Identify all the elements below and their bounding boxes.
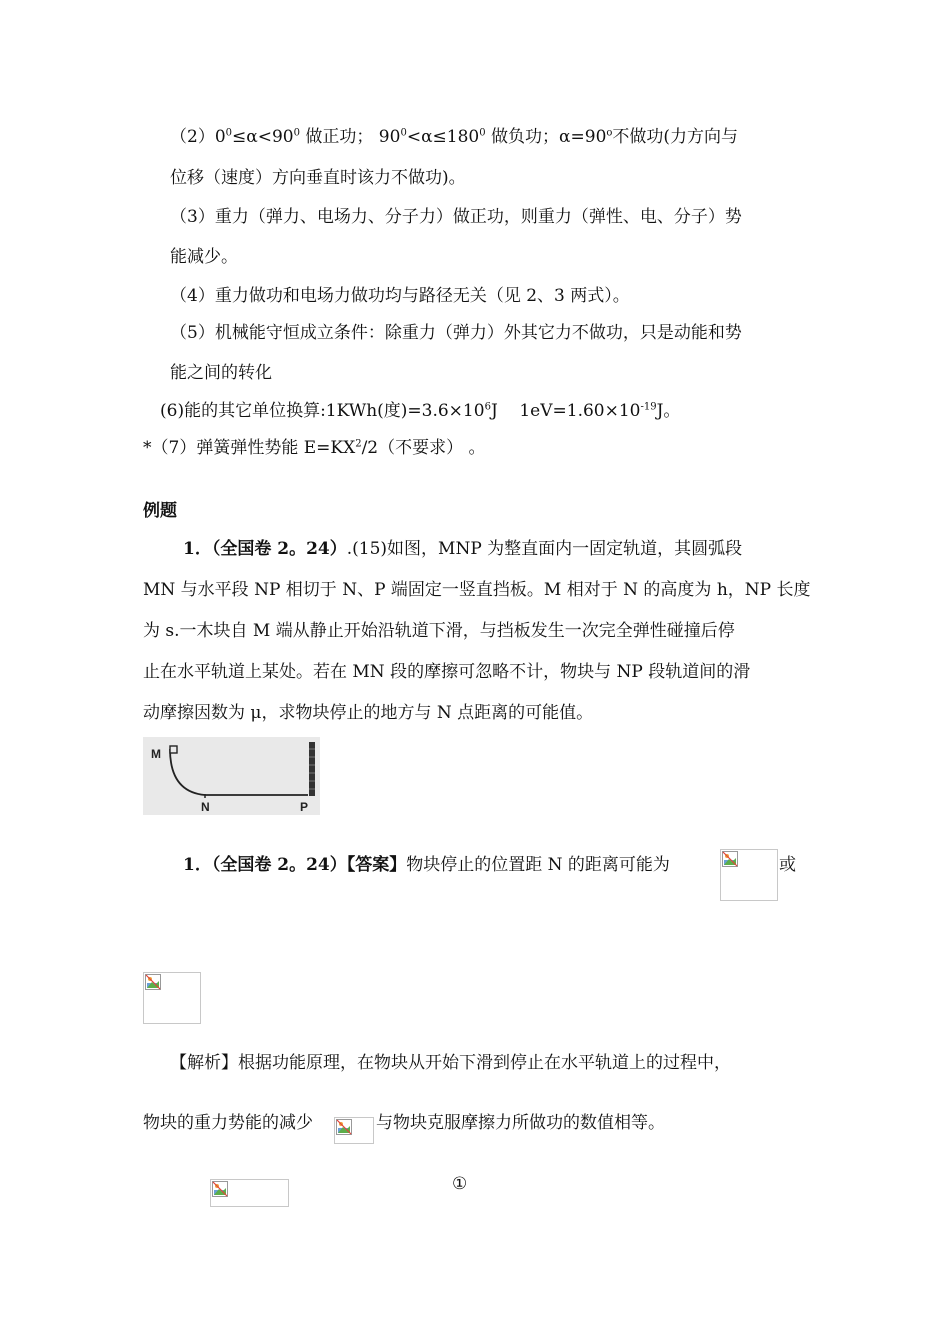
broken-image-icon bbox=[336, 1119, 352, 1135]
problem-line-1: 1．（全国卷 2。24）.(15)如图，MNP 为整直面内一固定轨道，其圆弧段 bbox=[183, 539, 743, 559]
analysis-label: 【解析】 bbox=[170, 1053, 238, 1073]
item-6-line: (6)能的其它单位换算:1KWh(度)$=3.6\times 10^6J$ $1eV=1.60\times 10^{-19}J$。 bbox=[160, 401, 681, 421]
problem-line-5: 动摩擦因数为 μ，求物块停止的地方与 N 点距离的可能值。 bbox=[143, 703, 594, 723]
broken-image-analysis-1 bbox=[334, 1117, 374, 1144]
broken-image-icon bbox=[722, 851, 738, 867]
label-p: P bbox=[300, 800, 309, 814]
broken-image-equation-1 bbox=[210, 1179, 289, 1207]
answer-label: 1．（全国卷 2。24）【答案】 bbox=[183, 855, 407, 875]
block bbox=[170, 746, 177, 753]
problem-label: 1．（全国卷 2。24） bbox=[183, 539, 347, 559]
track-diagram bbox=[143, 737, 320, 815]
example-heading: 例题 bbox=[143, 501, 177, 521]
item-7-line: *（7）弹簧弹性势能 $E=KX^2/2$（不要求） 。 bbox=[143, 438, 486, 458]
analysis-line-2b: 与物块克服摩擦力所做功的数值相等。 bbox=[376, 1113, 665, 1133]
item-5-continuation: 能之间的转化 bbox=[170, 363, 272, 383]
answer-or: 或 bbox=[779, 855, 796, 875]
item-3-line: （3）重力（弹力、电场力、分子力）做正功，则重力（弹性、电、分子）势 bbox=[170, 207, 742, 227]
item-4-line: （4）重力做功和电场力做功均与路径无关（见 2、3 两式）。 bbox=[170, 286, 630, 306]
analysis-line-1: 【解析】根据功能原理，在物块从开始下滑到停止在水平轨道上的过程中， bbox=[170, 1053, 731, 1073]
broken-image-icon bbox=[145, 974, 161, 990]
item-2-continuation: 位移（速度）方向垂直时该力不做功)。 bbox=[170, 168, 466, 188]
label-n: N bbox=[201, 800, 210, 814]
broken-image-answer-2 bbox=[143, 972, 201, 1024]
equation-number: ① bbox=[452, 1174, 468, 1194]
item-2-line: $(2)0^0\le\alpha<90^0$ 做正功； $90^0<\alpha\le 180^0$ 做负功；$\alpha=90^o$不做功(力方向与 bbox=[170, 127, 739, 147]
broken-image-answer-1 bbox=[720, 849, 778, 901]
answer-line: 1．（全国卷 2。24）【答案】物块停止的位置距 N 的距离可能为 bbox=[183, 855, 670, 875]
item-5-line: （5）机械能守恒成立条件：除重力（弹力）外其它力不做功，只是动能和势 bbox=[170, 323, 742, 343]
analysis-line-2a: 物块的重力势能的减少 bbox=[143, 1113, 313, 1133]
label-m: M bbox=[151, 747, 161, 761]
broken-image-icon bbox=[212, 1181, 228, 1197]
problem-line-2: MN 与水平段 NP 相切于 N、P 端固定一竖直挡板。M 相对于 N 的高度为 h，NP 长度 bbox=[143, 580, 811, 600]
problem-line-3: 为 s.一木块自 M 端从静止开始沿轨道下滑，与挡板发生一次完全弹性碰撞后停 bbox=[143, 621, 735, 641]
item-3-continuation: 能减少。 bbox=[170, 247, 238, 267]
barrier bbox=[309, 742, 315, 796]
track-figure bbox=[143, 737, 320, 815]
problem-line-4: 止在水平轨道上某处。若在 MN 段的摩擦可忽略不计，物块与 NP 段轨道间的滑 bbox=[143, 662, 751, 682]
